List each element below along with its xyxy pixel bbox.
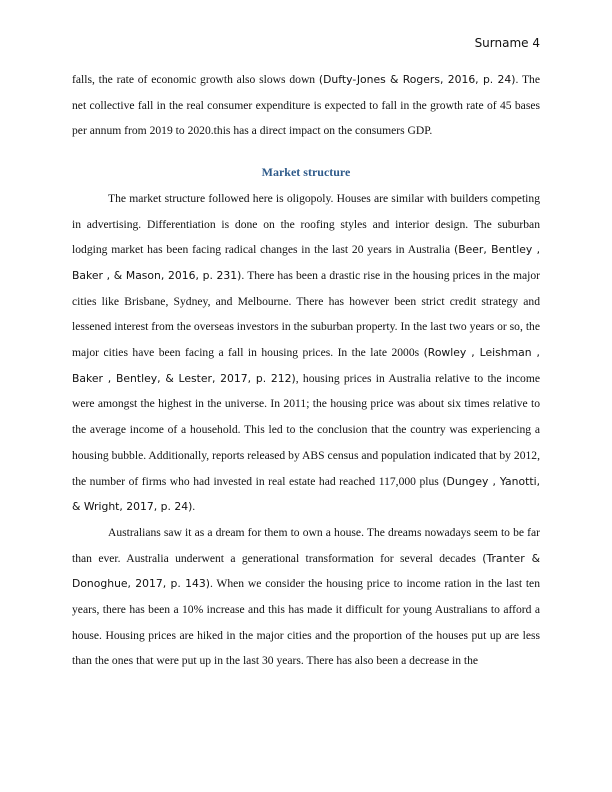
para3-text-2: . When we consider the housing price to income ration in the last ten years, there has been a 10% increase and this has made it difficult for young Australians to afford a house. Housing prices are hiked in the major cities and the proportion of the houses put up are less than the ones that were put up in the last 30 years. There has also been a decrease in the	[72, 577, 540, 668]
section-heading: Market structure	[261, 165, 351, 180]
body-text	[72, 67, 540, 674]
paragraph-3	[72, 520, 540, 674]
citation-dufty-jones: (Dufty-Jones & Rogers, 2016, p. 24)	[318, 73, 516, 86]
citation-tranter: (Tranter & Donoghue, 2017, p. 143)	[72, 551, 540, 591]
paragraph-1	[72, 67, 540, 144]
para2-text-1: The market structure followed here is oligopoly. Houses are similar with builders competing in advertising. Differentiation is done on the roofing styles and interior design. The suburban lodging market has been facing radical changes in the last 20 years in Australia	[72, 191, 540, 257]
para1-text-2: . The net collective fall in the real consumer expenditure is expected to fall in the growth rate of 45 bases per annum from 2019 to 2020.this has a direct impact on the consumers GDP.	[72, 73, 540, 138]
para1-text-1: falls, the rate of economic growth also slows down	[72, 73, 319, 86]
paragraph-2	[72, 186, 540, 520]
citation-rowley: (Rowley , Leishman , Baker , Bentley, & Lester, 2017, p. 212)	[72, 346, 540, 385]
citation-dungey: (Dungey , Yanotti, & Wright, 2017, p. 24)	[72, 474, 540, 514]
section-gap	[72, 144, 540, 160]
citation-beer: (Beer, Bentley , Baker , & Mason, 2016, p. 231)	[72, 243, 541, 282]
para2-text-3: , housing prices in Australia relative to the income were amongst the highest in the universe. In 2011; the housing price was about six times relative to the average income of a household. This led to the conclusion that the country was experiencing a housing bubble. Additionally, reports released by ABS census and population indicated that by 2012, the number of firms who had invested in real estate had reached 117,000 plus	[72, 371, 540, 488]
para2-text-2: . There has been a drastic rise in the housing prices in the major cities like Brisbane, Sydney, and Melbourne. There has however been strict credit strategy and lessened interest from the overseas investors in the suburban property. In the last two years or so, the major cities have been facing a fall in housing prices. In the late 2000s	[72, 268, 540, 360]
para3-text-1: Australians saw it as a dream for them to own a house. The dreams nowadays seem to be far than ever. Australia underwent a generational transformation for several decades	[72, 525, 540, 565]
para2-text-4: .	[192, 500, 196, 514]
running-head: Surname 4	[474, 36, 540, 50]
